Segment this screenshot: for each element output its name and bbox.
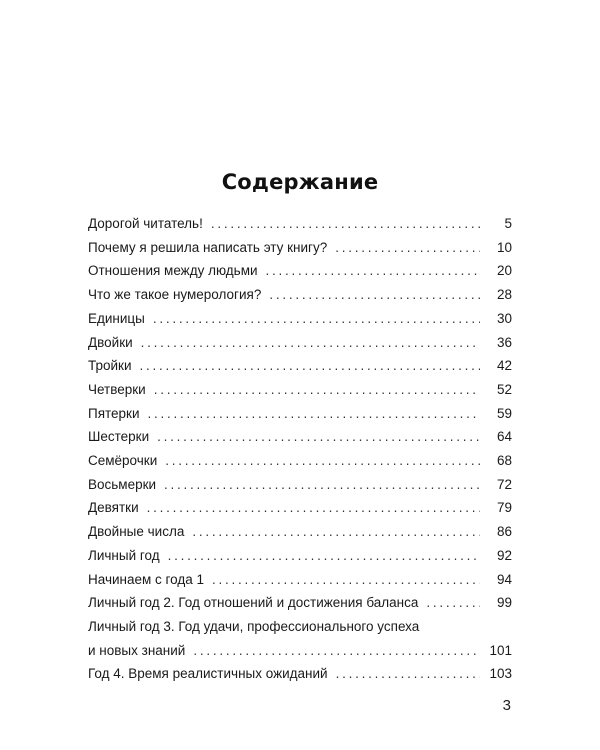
toc-entry-label: Двойки	[88, 334, 133, 350]
toc-entry[interactable]	[88, 591, 512, 615]
dot-leader	[269, 283, 480, 307]
dot-leader	[426, 591, 480, 615]
toc-entry[interactable]	[88, 283, 512, 307]
toc-entry[interactable]	[88, 236, 512, 260]
toc-entry-page: 94	[496, 571, 512, 587]
dot-leader	[335, 236, 480, 260]
toc-entry-page: 99	[496, 595, 512, 611]
toc-entry-label: Пятерки	[88, 405, 140, 421]
toc-entry-label-continuation: и новых знаний	[88, 642, 186, 658]
toc-entry-label: Личный год 3. Год удачи, профессионального успеха	[88, 618, 420, 634]
page-number: 3	[502, 697, 511, 714]
page-title: Содержание	[221, 170, 379, 194]
toc-entry-page: 103	[489, 666, 512, 682]
toc-entry-page: 86	[496, 524, 512, 540]
toc-entry[interactable]	[88, 473, 512, 497]
toc-entry-label: Семёрочки	[88, 453, 158, 469]
dot-leader	[147, 496, 480, 520]
toc-entry-label: Девятки	[88, 500, 139, 516]
toc-entry[interactable]	[88, 425, 512, 449]
toc-entry[interactable]	[88, 615, 512, 662]
toc-entry[interactable]	[88, 520, 512, 544]
dot-leader	[141, 331, 480, 355]
toc-entry-label: Тройки	[88, 358, 132, 374]
toc-entry-page: 42	[496, 358, 512, 374]
dot-leader	[168, 544, 480, 568]
toc-entry-page: 68	[496, 453, 512, 469]
toc-entry-page: 28	[496, 287, 512, 303]
toc-entry-page: 59	[496, 405, 512, 421]
toc-entry-label: Личный год	[88, 547, 160, 563]
dot-leader	[157, 425, 480, 449]
dot-leader	[153, 307, 480, 331]
toc-entry-label: Дорогой читатель!	[88, 216, 203, 231]
toc-entry-page: 101	[489, 642, 512, 658]
toc-entry-label: Четверки	[88, 381, 146, 397]
toc-entry[interactable]	[88, 378, 512, 402]
toc-entry[interactable]	[88, 544, 512, 568]
dot-leader	[192, 520, 480, 544]
table-of-contents	[88, 212, 512, 686]
toc-entry-page: 92	[496, 547, 512, 563]
toc-entry-label: Шестерки	[88, 429, 150, 445]
toc-entry[interactable]	[88, 331, 512, 355]
toc-entry[interactable]	[88, 259, 512, 283]
toc-entry-label: Отношения между людьми	[88, 263, 258, 279]
toc-entry-page: 20	[496, 263, 512, 279]
toc-entry-label: Личный год 2. Год отношений и достижения баланса	[88, 595, 419, 611]
toc-entry[interactable]	[88, 402, 512, 426]
toc-entry[interactable]	[88, 568, 512, 592]
toc-entry-label: Начинаем с года 1	[88, 571, 205, 587]
toc-entry-page: 72	[496, 476, 512, 492]
toc-entry-label: Двойные числа	[88, 524, 185, 540]
toc-entry-page: 79	[496, 500, 512, 516]
toc-entry-page: 10	[496, 239, 512, 255]
toc-entry-label: Что же такое нумерология?	[88, 287, 262, 303]
toc-entry-page: 52	[496, 381, 512, 397]
toc-entry[interactable]	[88, 662, 512, 686]
toc-entry[interactable]	[88, 354, 512, 378]
toc-entry-label: Почему я решила написать эту книгу?	[88, 239, 328, 255]
toc-entry-page: 5	[504, 216, 512, 231]
toc-entry[interactable]	[88, 307, 512, 331]
toc-entry-page: 64	[496, 429, 512, 445]
dot-leader	[164, 473, 480, 497]
toc-entry[interactable]	[88, 496, 512, 520]
toc-entry-label: Единицы	[88, 310, 145, 326]
toc-entry-page: 36	[496, 334, 512, 350]
dot-leader	[154, 378, 480, 402]
dot-leader	[266, 259, 480, 283]
toc-entry-label: Год 4. Время реалистичных ожиданий	[88, 666, 328, 682]
toc-entry-page: 30	[496, 310, 512, 326]
dot-leader	[211, 212, 480, 236]
dot-leader	[193, 639, 480, 663]
dot-leader	[336, 662, 480, 686]
toc-entry-label: Восьмерки	[88, 476, 157, 492]
dot-leader	[165, 449, 480, 473]
dot-leader	[212, 568, 480, 592]
dot-leader	[148, 402, 480, 426]
toc-entry[interactable]	[88, 449, 512, 473]
toc-entry[interactable]	[88, 212, 512, 236]
dot-leader	[140, 354, 481, 378]
